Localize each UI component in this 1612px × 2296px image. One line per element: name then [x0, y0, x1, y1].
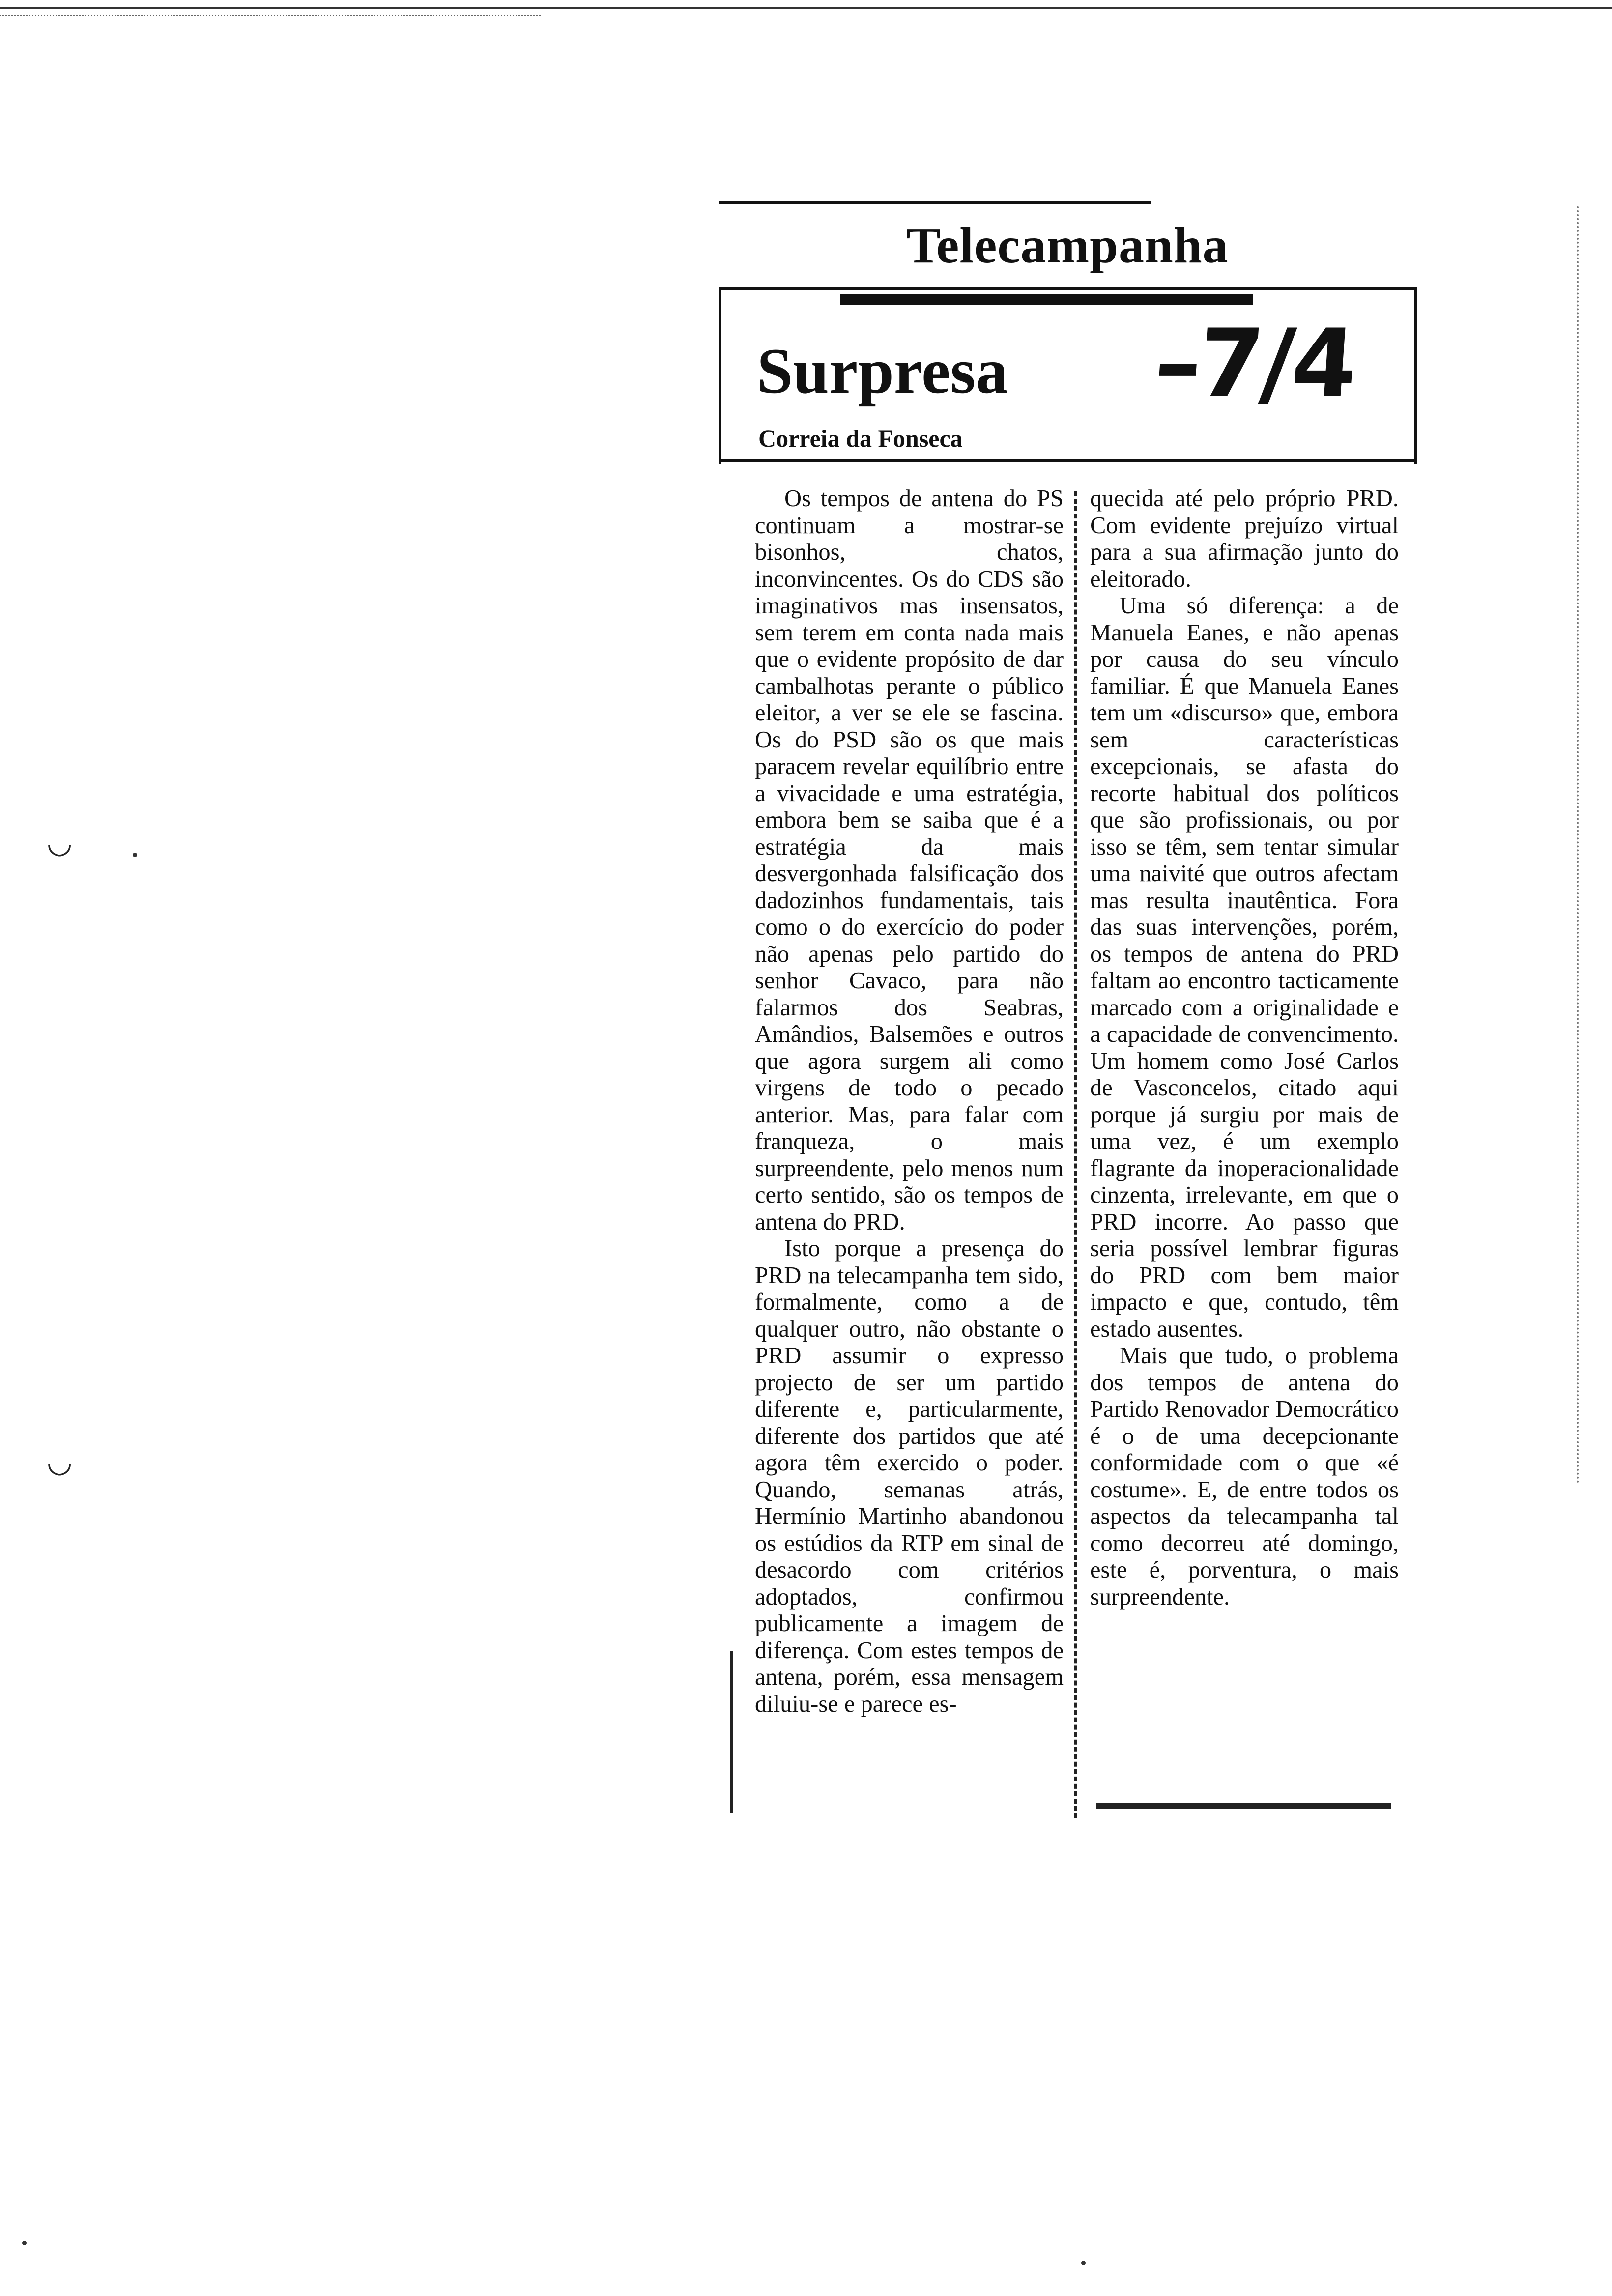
- column-divider: [1074, 491, 1077, 1818]
- article-end-bar: [1096, 1803, 1391, 1809]
- handwritten-annotation: –7/4: [1151, 309, 1358, 418]
- article-column-1: [755, 486, 1064, 1718]
- column-2-continuation: quecida até pelo próprio PRD. Com evidente prejuízo virtual para a sua afirmação junto do eleitorado.: [1090, 486, 1399, 592]
- section-title: Telecampanha: [906, 217, 1229, 274]
- column-2-paragraph-1: Uma só diferença: a de Manuela Eanes, e não apenas por causa do seu vínculo familiar. É que Manuela Eanes tem um «discurso» que, embora sem características excepcionais, se afasta do recorte habitual dos políticos que são profissionais, ou por isso se têm, sem tentar simular uma naivité que outros afectam mas resulta inautêntica. Fora das suas intervenções, porém, os tempos de antena do PRD faltam ao encontro tacticamente marcado com a originalidade e a capacidade de convencimento. Um homem como José Carlos de Vasconcelos, citado aqui porque já surgiu por mais de uma vez, é um exemplo flagrante da inoperacionalidade cinzenta, irrelevante, em que o PRD incorre. Ao passo que seria possível lembrar figuras do PRD com bem maior impacto e que, contudo, têm estado ausentes.: [1090, 593, 1399, 1342]
- scan-mark-curve: ◡: [47, 826, 73, 860]
- byline-rule: [719, 459, 1417, 462]
- margin-pen-mark: [730, 1651, 733, 1813]
- article-column-2: [1090, 486, 1399, 1610]
- scan-top-edge: [0, 0, 1612, 9]
- article-headline: Surpresa: [757, 335, 1008, 407]
- scan-dot: [1081, 2261, 1086, 2265]
- section-rule: [719, 201, 1151, 204]
- scan-noise: [0, 15, 541, 36]
- scan-dot: [22, 2241, 27, 2245]
- column-2-paragraph-2: Mais que tudo, o problema dos tempos de antena do Partido Renovador Democrático é o de uma decepcionante conformidade com o que «é costume». E, de entre todos os aspectos da telecampanha tal como decorreu até domingo, este é, porventura, o mais surpreendente.: [1090, 1343, 1399, 1610]
- header-bar: [840, 294, 1253, 305]
- article-byline: Correia da Fonseca: [758, 425, 963, 452]
- column-1-paragraph-1: Os tempos de antena do PS continuam a mostrar-se bisonhos, chatos, inconvincentes. Os do CDS são imaginativos mas insensatos, sem terem em conta nada mais que o evidente propósito de dar cambalhotas perante o público eleitor, a ver se ele se fascina. Os do PSD são os que mais paracem revelar equilíbrio entre a vivacidade e uma estratégia, embora bem se saiba que é a estratégia da mais desvergonhada falsificação dos dadozinhos fundamentais, tais como o do exercício do poder não apenas pelo partido do senhor Cavaco, para não falarmos dos Seabras, Amândios, Balsemões e outros que agora surgem ali como virgens de todo o pecado anterior. Mas, para falar com franqueza, o mais surpreendente, pelo menos num certo sentido, são os tempos de antena do PRD.: [755, 486, 1064, 1235]
- scan-dot: [133, 853, 137, 857]
- scan-right-edge: [1577, 206, 1579, 1484]
- column-1-paragraph-2: Isto porque a presença do PRD na telecampanha tem sido, formalmente, como a de qualquer outro, não obstante o PRD assumir o expresso projecto de ser um partido diferente e, particularmente, diferente dos partidos que até agora têm exercido o poder. Quando, semanas atrás, Hermínio Martinho abandonou os estúdios da RTP em sinal de desacordo com critérios adoptados, confirmou publicamente a imagem de diferença. Com estes tempos de antena, porém, essa mensagem diluiu-se e parece es-: [755, 1235, 1064, 1717]
- scan-mark-curve: ◡: [47, 1445, 73, 1479]
